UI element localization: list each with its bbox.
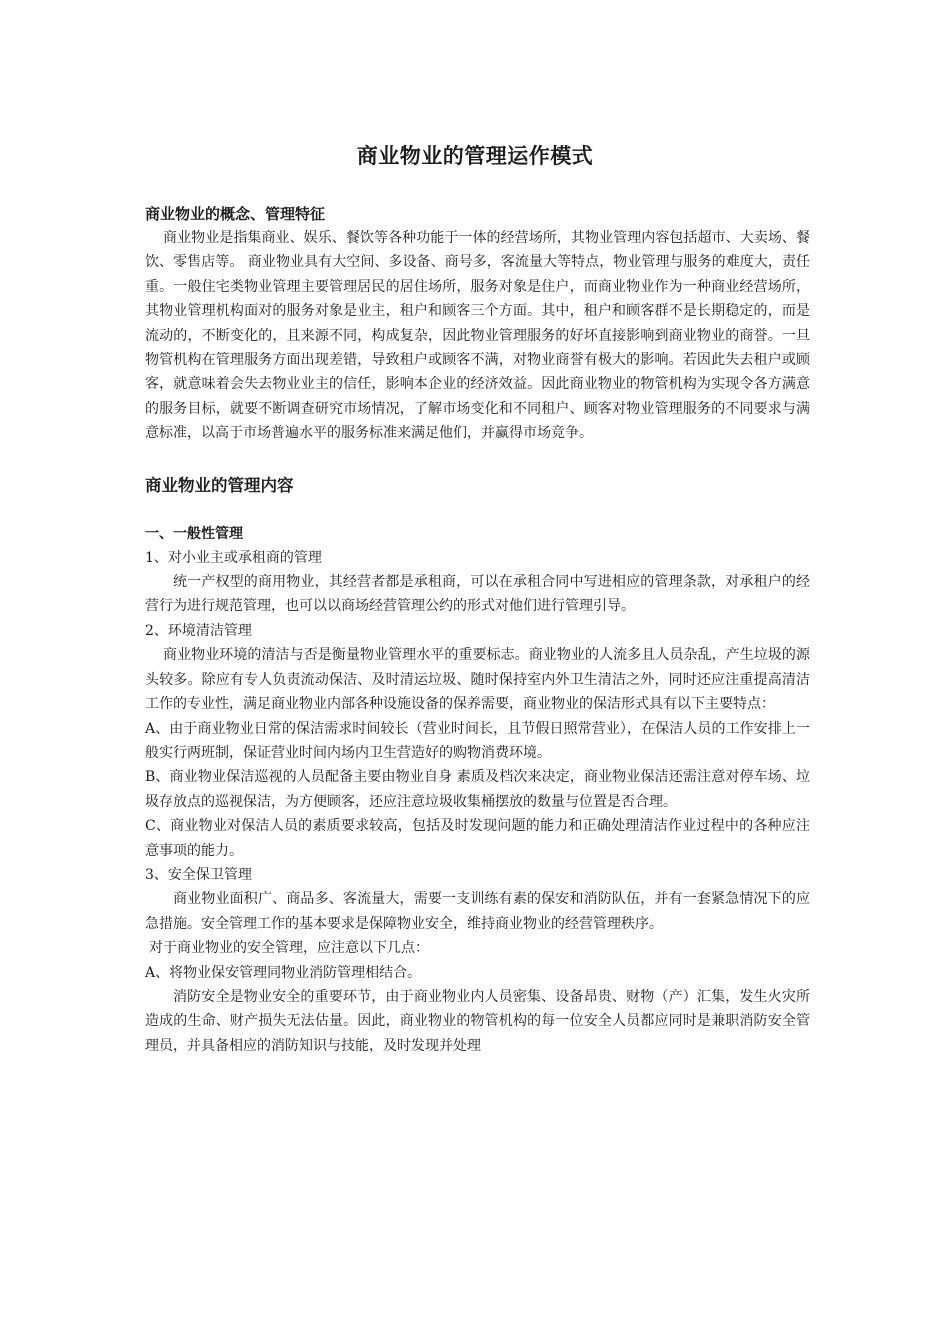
concept-paragraph: 商业物业是指集商业、娱乐、餐饮等各种功能于一体的经营场所，其物业管理内容包括超市、大卖场、餐饮、零售店等。 商业物业具有大空间、多设备、商号多，客流量大等特点，物业管理与服务的难度大，责任重。一般住宅类物业管理主要管理居民的居住场所，服务对象是住户，而商业物业作为一种商业经营场所，其物业管理机构面对的服务对象是业主，租户和顾客三个方面。其中，租户和顾客群不是长期稳定的，而是流动的，不断变化的，且来源不同，构成复杂，因此物业管理服务的好坏直接影响到商业物业的商誉。一旦物管机构在管理服务方面出现差错，导致租户或顾客不满，对物业商誉有极大的影响。若因此失去租户或顾客，就意味着会失去物业业主的信任，影响本企业的经济效益。因此商业物业的物管机构为实现令各方满意的服务目标，就要不断调查研究市场情况，了解市场变化和不同租户、顾客对物业管理服务的不同要求与满意标准，以高于市场普遍水平的服务标准来满足他们，并赢得市场竞争。 — [145, 230, 810, 442]
item1-title: 1、对小业主或承租商的管理 — [145, 549, 322, 566]
item2-title: 2、环境清洁管理 — [145, 622, 252, 639]
item2-point-b: B、商业物业保洁巡视的人员配备主要由物业自身 素质及档次来决定，商业物业保洁还需注意对停车场、垃圾存放点的巡视保洁，为方便顾客，还应注意垃圾收集桶摆放的数量与位置是否合理。 — [145, 769, 810, 810]
section-heading-concept: 商业物业的概念、管理特征 — [145, 205, 326, 223]
item2-point-a: A、由于商业物业日常的保洁需求时间较长（营业时间长，且节假日照常营业），在保洁人员的工作安排上一般实行两班制，保证营业时间内场内卫生营造好的购物消费环境。 — [145, 720, 810, 761]
subheading-general-management: 一、一般性管理 — [145, 525, 243, 542]
item1-paragraph: 统一产权型的商用物业，其经营者都是承租商，可以在承租合同中写进相应的管理条款，对承租户的经营行为进行规范管理，也可以以商场经营管理公约的形式对他们进行管理引导。 — [145, 574, 810, 615]
item3-point-a-paragraph: 消防安全是物业安全的重要环节，由于商业物业内人员密集、设备昂贵、财物（产）汇集，发生火灾所造成的生命、财产损失无法估量。因此，商业物业的物管机构的每一位安全人员都应同时是兼职消防安全管理员，并具备相应的消防知识与技能，及时发现并处理 — [145, 988, 810, 1054]
document-body — [145, 202, 810, 1058]
item2-paragraph: 商业物业环境的清洁与否是衡量物业管理水平的重要标志。商业物业的人流多且人员杂乱，产生垃圾的源头较多。除应有专人负责流动保洁、及时清运垃圾、随时保持室内外卫生清洁之外，同时还应注重提高清洁工作的专业性，满足商业物业内部各种设施设备的保养需要，商业物业的保洁形式具有以下主要特点： — [145, 647, 810, 713]
item3-paragraph: 商业物业面积广、商品多、客流量大，需要一支训练有素的保安和消防队伍，并有一套紧急情况下的应急措施。安全管理工作的基本要求是保障物业安全，维持商业物业的经营管理秩序。 — [145, 891, 810, 932]
document-title: 商业物业的管理运作模式 — [356, 144, 594, 168]
item3-point-a: A、将物业保安管理同物业消防管理相结合。 — [145, 964, 422, 981]
item3-title: 3、安全保卫管理 — [145, 866, 252, 883]
item3-intro: 对于商业物业的安全管理，应注意以下几点： — [149, 940, 429, 957]
section-heading-content: 商业物业的管理内容 — [145, 475, 294, 495]
item2-point-c: C、商业物业对保洁人员的素质要求较高，包括及时发现问题的能力和正确处理清洁作业过程中的各种应注意事项的能力。 — [145, 818, 810, 859]
